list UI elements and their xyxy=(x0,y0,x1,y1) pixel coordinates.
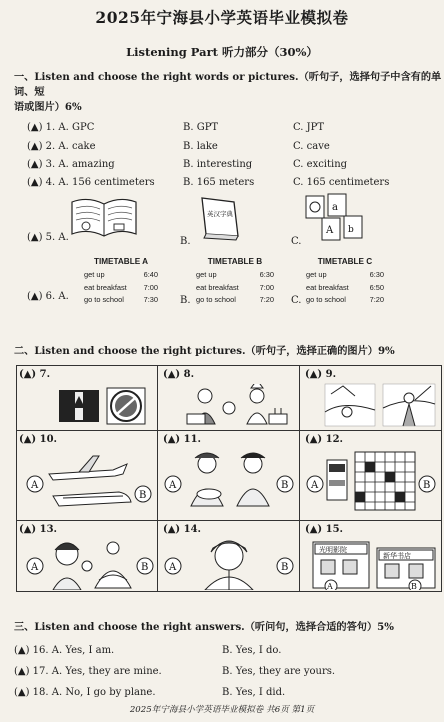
q2-option-a[interactable]: (▲) 2. A. cake xyxy=(27,141,96,152)
q13-label: (▲) 13. xyxy=(19,524,58,535)
q3-option-c[interactable]: C. exciting xyxy=(293,159,348,170)
q7-pictures xyxy=(57,386,147,426)
q9-label: (▲) 9. xyxy=(305,369,337,380)
q4-option-a[interactable]: (▲) 4. A. 156 centimeters xyxy=(27,177,155,188)
svg-text:b: b xyxy=(348,225,354,235)
q16-option-b[interactable]: B. Yes, I do. xyxy=(222,645,282,656)
q11-pictures xyxy=(161,450,297,516)
timetable-a-title: TIMETABLE A xyxy=(93,257,149,266)
svg-text:B: B xyxy=(141,562,149,573)
section3-heading: 三、Listen and choose the right answers.（听问句，选择合适的答句）5% xyxy=(14,621,394,633)
q9-pictures xyxy=(323,382,437,428)
q5-label-c[interactable]: C. xyxy=(291,236,302,247)
q15-label: (▲) 15. xyxy=(305,524,344,535)
q4-option-b[interactable]: B. 165 meters xyxy=(183,177,255,188)
timetable-a: TIMETABLE A get up 6:40 eat breakfast 7:00 go to school 7:30 xyxy=(84,257,158,304)
q4-option-c[interactable]: C. 165 centimeters xyxy=(293,177,390,188)
q1-option-b[interactable]: B. GPT xyxy=(183,122,219,133)
q6-label-c[interactable]: C. xyxy=(291,295,302,306)
svg-text:A: A xyxy=(327,582,333,590)
timetable-b-title: TIMETABLE B xyxy=(207,257,263,266)
q14-pictures xyxy=(161,536,297,590)
bookstore-sign: 新华书店 xyxy=(383,552,411,560)
svg-text:B: B xyxy=(411,582,417,590)
q3-option-a[interactable]: (▲) 3. A. amazing xyxy=(27,159,115,170)
svg-text:B: B xyxy=(139,490,147,501)
q10-label: (▲) 10. xyxy=(19,434,58,445)
svg-text:a: a xyxy=(332,202,338,213)
section1-heading: 一、Listen and choose the right words or pictures.（听句子，选择句子中含有的单词、短 语或图片）6% xyxy=(14,71,442,113)
dictionary-book-icon xyxy=(194,194,244,242)
q16-option-a[interactable]: (▲) 16. A. Yes, I am. xyxy=(14,645,115,656)
svg-text:A: A xyxy=(169,562,177,573)
page-title: 2025年宁海县小学英语毕业模拟卷 xyxy=(95,8,349,27)
listening-part-subtitle: Listening Part 听力部分（30%） xyxy=(126,45,318,59)
question-1 xyxy=(27,122,324,133)
question-4 xyxy=(27,177,389,188)
svg-text:A: A xyxy=(31,562,39,573)
q6-label-a[interactable]: (▲) 6. A. xyxy=(27,291,69,302)
q18-option-a[interactable]: (▲) 18. A. No, I go by plane. xyxy=(14,687,156,698)
timetable-c: TIMETABLE C get up 6:30 eat breakfast 6:50 go to school 7:20 xyxy=(306,257,384,304)
question-17 xyxy=(14,666,335,677)
q17-option-a[interactable]: (▲) 17. A. Yes, they are mine. xyxy=(14,666,162,677)
q12-pictures xyxy=(303,450,439,516)
q18-option-b[interactable]: B. Yes, I did. xyxy=(222,687,286,698)
question-3 xyxy=(27,159,347,170)
q17-option-b[interactable]: B. Yes, they are yours. xyxy=(222,666,336,677)
question-18 xyxy=(14,687,285,698)
section2-heading: 二、Listen and choose the right pictures.（听句子，选择正确的图片）9% xyxy=(14,345,395,357)
q2-option-b[interactable]: B. lake xyxy=(183,141,218,152)
q1-option-a[interactable]: (▲) 1. A. GPC xyxy=(27,122,95,133)
q10-pictures xyxy=(23,450,155,516)
open-book-icon xyxy=(68,194,140,240)
cinema-sign: 光明影院 xyxy=(319,546,347,554)
q8-pictures xyxy=(185,384,291,428)
q8-label: (▲) 8. xyxy=(163,369,195,380)
svg-text:A: A xyxy=(169,480,177,491)
q5-label-b[interactable]: B. xyxy=(180,236,191,247)
svg-text:B: B xyxy=(281,562,289,573)
svg-text:B: B xyxy=(281,480,289,491)
q13-pictures xyxy=(23,536,155,590)
svg-text:A: A xyxy=(326,225,334,236)
svg-text:B: B xyxy=(423,480,431,491)
picture-grid xyxy=(16,365,442,592)
timetable-b: TIMETABLE B get up 6:30 eat breakfast 7:00 go to school 7:20 xyxy=(196,257,274,304)
q3-option-b[interactable]: B. interesting xyxy=(183,159,253,170)
question-2 xyxy=(27,141,330,152)
question-16 xyxy=(14,645,281,656)
svg-text:A: A xyxy=(31,480,39,491)
q12-label: (▲) 12. xyxy=(305,434,344,445)
dictionary-label: 英汉字典 xyxy=(207,210,233,218)
q6-label-b[interactable]: B. xyxy=(180,295,191,306)
picture-cards-icon xyxy=(304,192,364,242)
q1-option-c[interactable]: C. JPT xyxy=(293,122,325,133)
q14-label: (▲) 14. xyxy=(163,524,202,535)
q2-option-c[interactable]: C. cave xyxy=(293,141,330,152)
svg-text:A: A xyxy=(311,480,319,491)
q7-label: (▲) 7. xyxy=(19,369,51,380)
q5-label-a[interactable]: (▲) 5. A. xyxy=(27,232,69,243)
timetable-c-title: TIMETABLE C xyxy=(317,257,373,266)
q11-label: (▲) 11. xyxy=(163,434,202,445)
q15-pictures xyxy=(311,534,437,590)
page-footer: 2025年宁海县小学英语毕业模拟卷 共6页 第1页 xyxy=(129,705,315,715)
